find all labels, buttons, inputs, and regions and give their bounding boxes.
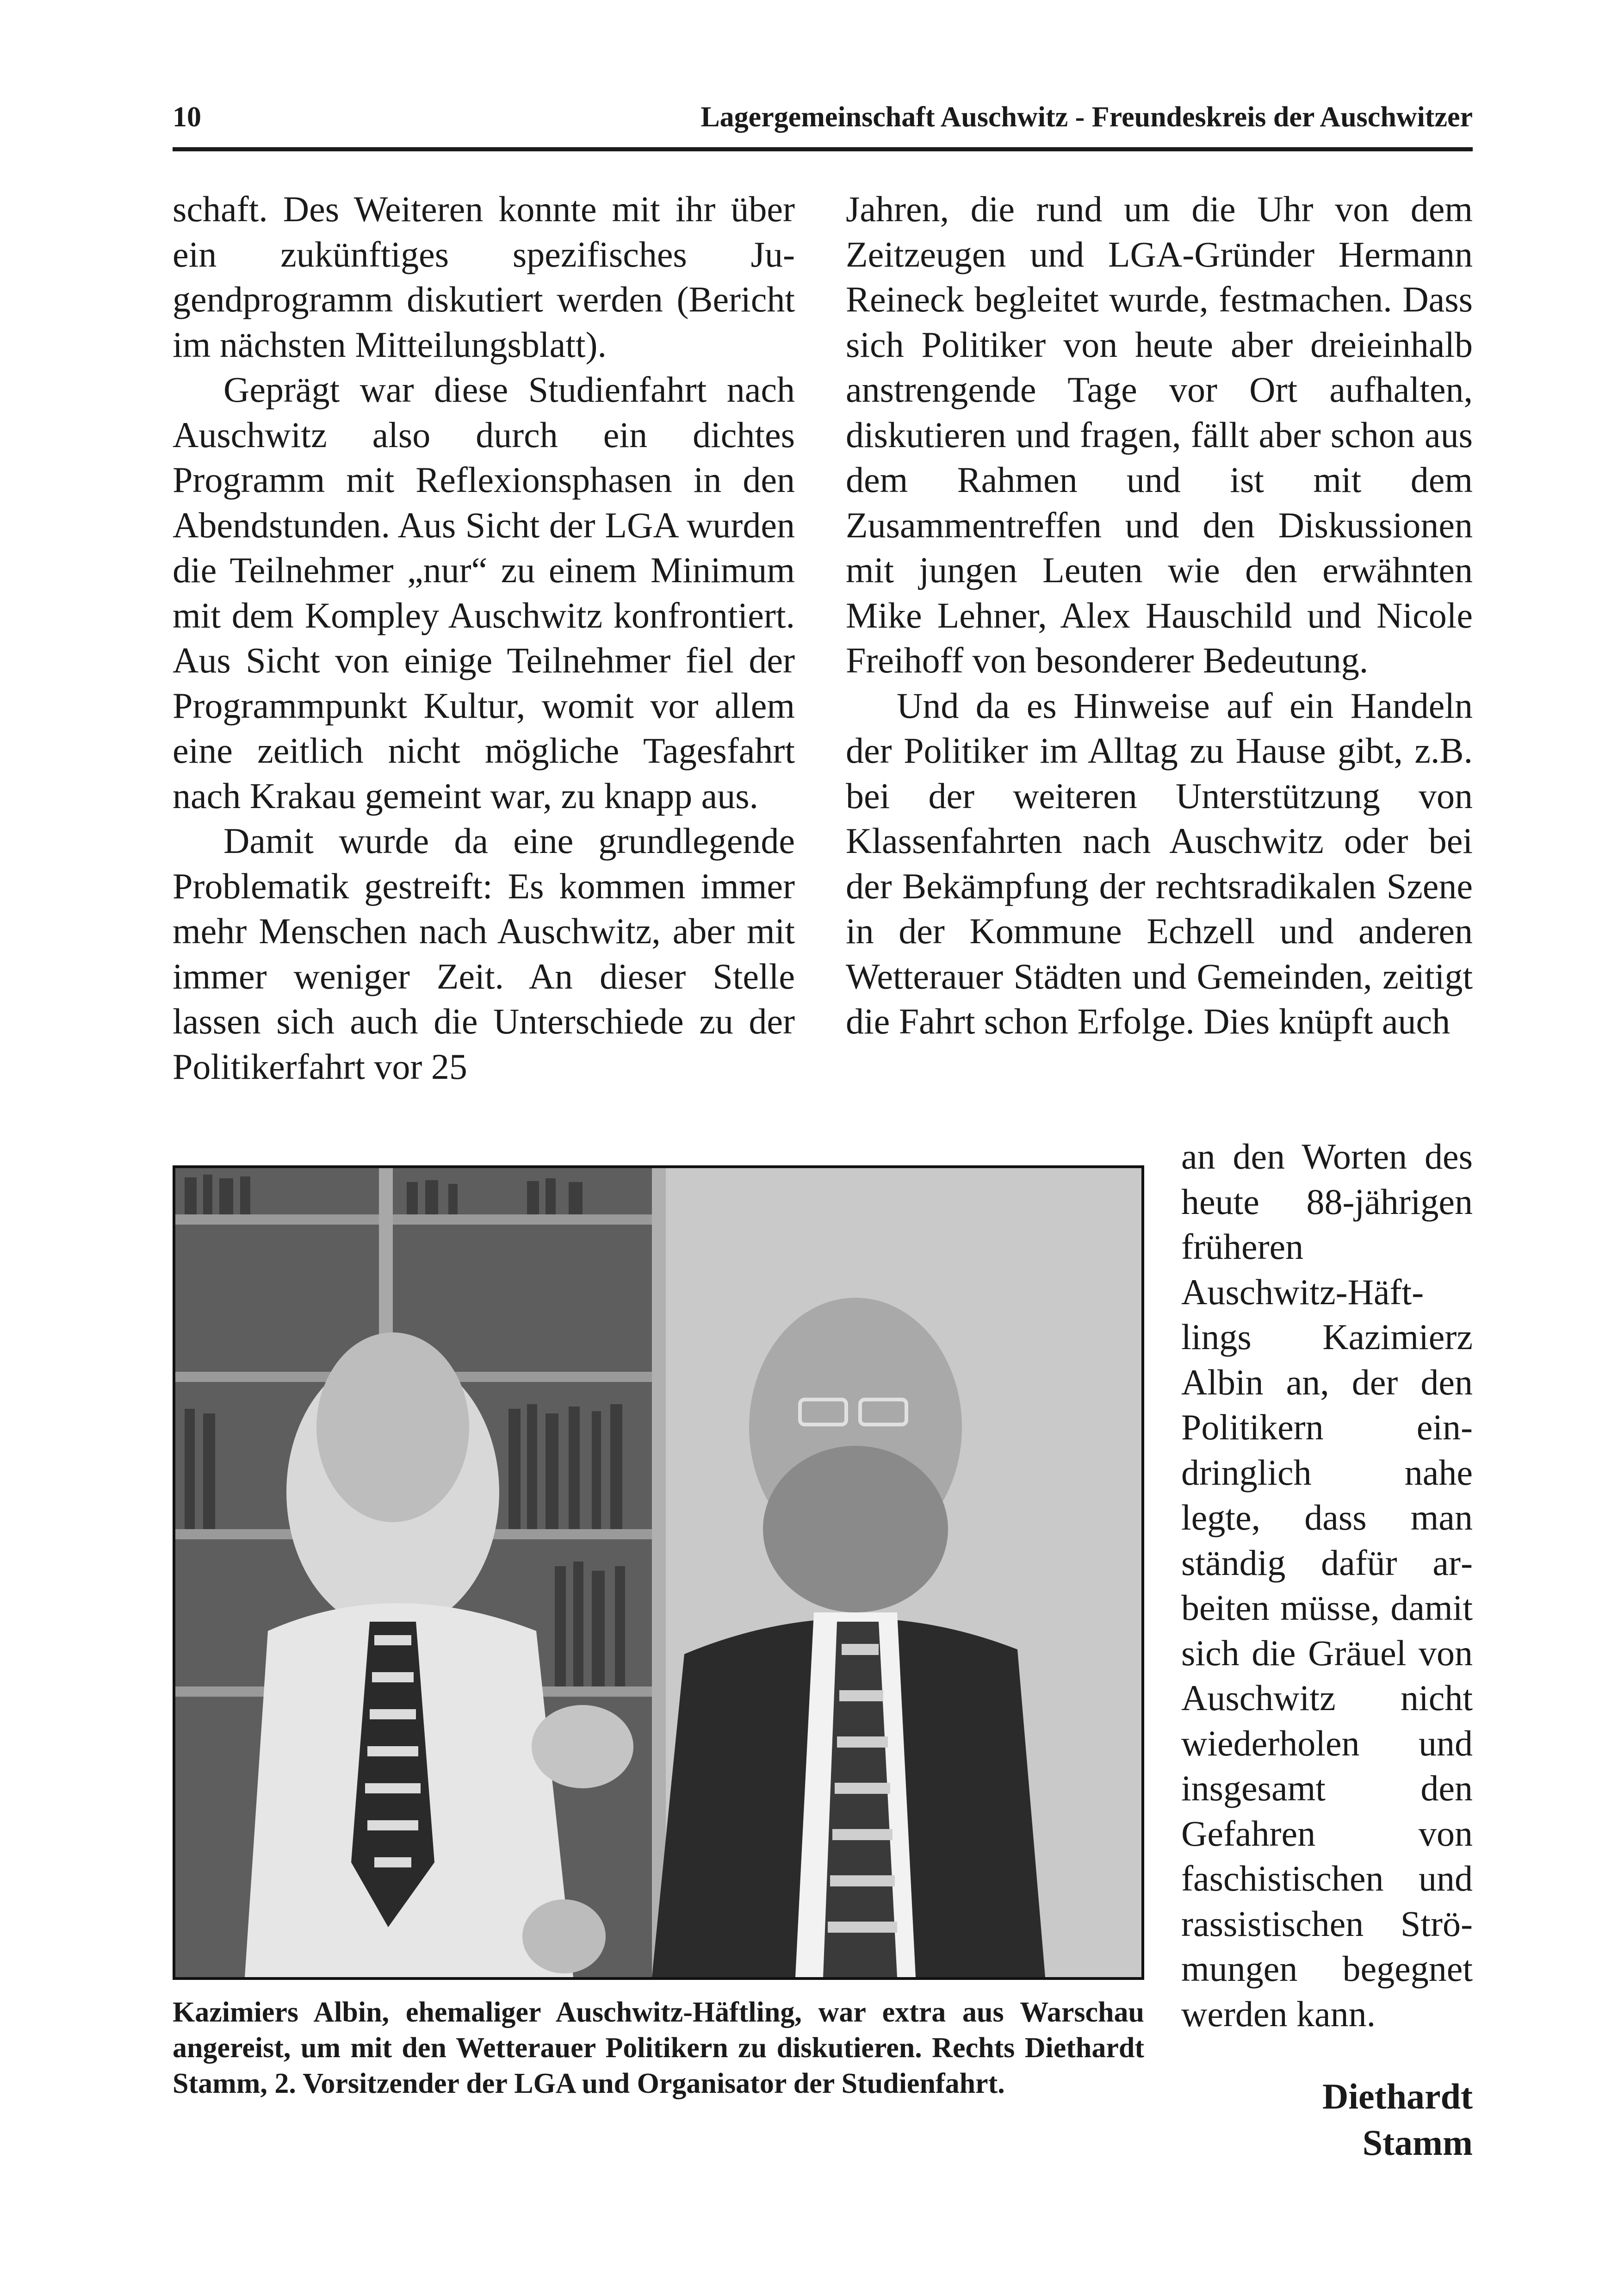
narrow-column	[1181, 1134, 1473, 2036]
header-rule	[173, 147, 1473, 151]
left-paragraph-1: schaft. Des Weiteren konnte mit ihr über ein zukünftiges spezifisches Jugendprogramm diskutiert werden (Bericht im nächsten Mitteilungsblatt).	[173, 189, 795, 365]
left-paragraph-3: Damit wurde da eine grundlegende Problematik gestreift: Es kommen immer mehr Menschen nach Auschwitz, aber mit immer weniger Zeit. An dieser Stelle lassen sich auch die Unterschiede zu der Politikerfahrt vor 25	[173, 821, 795, 1087]
page-header	[173, 101, 1473, 152]
right-paragraph-1: Jahren, die rund um die Uhr von dem Zeitzeugen und LGA-Gründer Hermann Reineck begleitet wurde, festmachen. Dass sich Politiker von heute aber dreieinhalb anstrengende Tage vor Ort aufhalten, diskutieren und fragen, fällt aber schon aus dem Rahmen und ist mit dem Zusammentreffen und den Diskussionen mit jungen Leuten wie den erwähnten Mike Lehner, Alex Hauschild und Nicole Freihoff von besonderer Bedeutung.	[846, 189, 1473, 680]
author-signature	[1241, 2073, 1473, 2166]
left-column	[173, 187, 795, 1089]
right-column	[846, 187, 1473, 1044]
page-number: 10	[173, 101, 201, 133]
narrow-paragraph: an den Worten des heute 88-jährigen früheren Auschwitz-Häftlings Kazimierz Albin an, der den Politikern eindringlich nahe legte, dass man ständig dafür arbeiten müsse, damit sich die Gräuel von Auschwitz nicht wiederholen und insgesamt den Gefahren von faschistischen und rassistischen Strömungen begegnet werden kann.	[1181, 1136, 1473, 2034]
author-first-name: Diethardt	[1322, 2076, 1473, 2116]
right-paragraph-2: Und da es Hinweise auf ein Handeln der Politiker im Alltag zu Hause gibt, z.B. bei der weiteren Unterstützung von Klassenfahrten nach Auschwitz oder bei der Bekämpfung der rechtsradikalen Szene in der Kommune Echzell und anderen Wetterauer Städten und Gemeinden, zeitigt die Fahrt schon Erfolge. Dies knüpft auch	[846, 685, 1473, 1041]
photo-albin-and-stamm	[173, 1165, 1144, 1980]
running-title: Lagergemeinschaft Auschwitz - Freundeskreis der Auschwitzer	[701, 101, 1473, 133]
left-paragraph-2: Geprägt war diese Studienfahrt nach Auschwitz also durch ein dichtes Programm mit Reflexionsphasen in den Abendstunden. Aus Sicht der LGA wurden die Teilnehmer „nur“ zu einem Minimum mit dem Kompley Auschwitz konfrontiert. Aus Sicht von einige Teilnehmer fiel der Programmpunkt Kultur, womit vor allem eine zeitlich nicht mögliche Tagesfahrt nach Krakau gemeint war, zu knapp aus.	[173, 369, 795, 816]
photo-caption: Kazimiers Albin, ehemaliger Auschwitz-Häftling, war extra aus Warschau angereist, um mit den Wetterauer Politikern zu diskutieren. Rechts Diethardt Stamm, 2. Vorsitzender der LGA und Organisator der Studienfahrt.	[173, 1997, 1144, 2099]
author-last-name: Stamm	[1362, 2122, 1473, 2163]
